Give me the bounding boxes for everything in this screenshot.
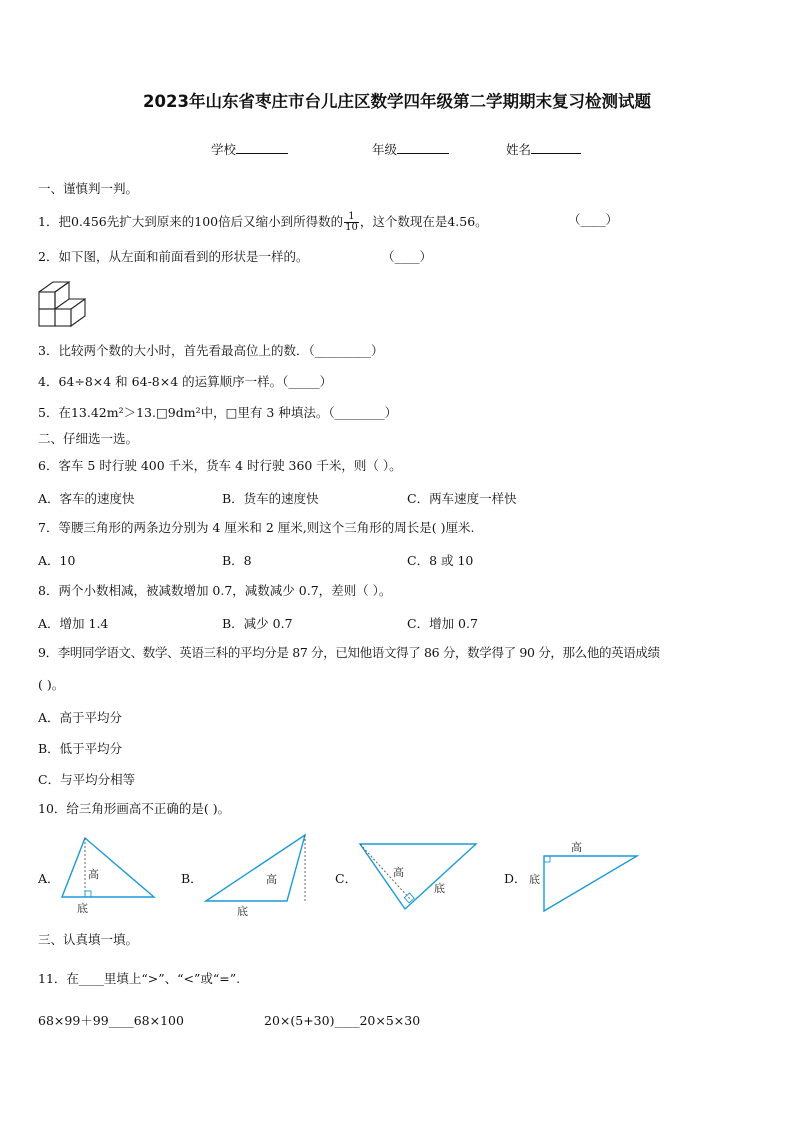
question-1: [38, 212, 488, 233]
question-5: 5．在13.42m²＞13.□9dm²中，□里有 3 种填法。（________）: [38, 405, 398, 420]
triangle-figure-d: [527, 838, 639, 914]
height-label-a: 高: [88, 868, 99, 881]
question-10-option-a[interactable]: A．: [38, 871, 60, 886]
triangle-figure-c: [358, 840, 478, 912]
question-11: 11．在____里填上“>”、“<”或“=”.: [38, 971, 241, 986]
triangle-figure-b: [204, 833, 308, 919]
right-angle-mark-d: [544, 856, 550, 862]
question-9-option-c[interactable]: C．与平均分相等: [38, 772, 136, 787]
question-1-text-b: ，这个数现在是4.56。: [359, 214, 488, 229]
cube-stack-figure: [38, 279, 90, 331]
question-6-option-a[interactable]: A．客车的速度快: [38, 491, 135, 506]
grade-blank[interactable]: [397, 141, 449, 154]
question-7-option-b[interactable]: B．8: [222, 553, 252, 568]
page-title: 2023年山东省枣庄市台儿庄区数学四年级第二学期期末复习检测试题: [143, 92, 651, 111]
question-4: 4．64÷8×4 和 64-8×4 的运算顺序一样。（_____）: [38, 374, 333, 389]
height-label-b: 高: [266, 873, 277, 886]
section-heading-1: 一、谨慎判一判。: [38, 181, 139, 196]
question-9: 9．李明同学语文、数学、英语三科的平均分是 87 分，已知他语文得了 86 分，数学得了 90 分，那么他的英语成绩: [38, 645, 660, 660]
right-angle-mark-a: [85, 891, 91, 897]
fraction-numerator: 1: [344, 212, 359, 223]
base-label-b: 底: [237, 905, 248, 918]
triangle-a-shape: [62, 838, 154, 897]
school-label: 学校: [211, 142, 237, 157]
question-9-answer[interactable]: ( )。: [38, 677, 65, 692]
height-label-d: 高: [571, 841, 582, 854]
question-3: 3．比较两个数的大小时，首先看最高位上的数．（_________）: [38, 343, 384, 358]
question-10-option-b[interactable]: B．: [181, 871, 203, 886]
triangle-d-shape: [544, 856, 637, 911]
question-10-option-c[interactable]: C．: [335, 871, 358, 886]
grade-field[interactable]: [372, 140, 449, 158]
base-label-d: 底: [529, 873, 540, 886]
height-label-c: 高: [393, 866, 404, 879]
question-8-option-b[interactable]: B．减少 0.7: [222, 616, 293, 631]
fraction: [344, 212, 359, 233]
question-8: 8．两个小数相减，被减数增加 0.7，减数减少 0.7，差则（ ）。: [38, 583, 392, 598]
base-label-c: 底: [434, 882, 445, 895]
question-2: 2．如下图，从左面和前面看到的形状是一样的。: [38, 249, 309, 264]
question-7-option-c[interactable]: C．8 或 10: [407, 553, 474, 568]
question-11-expression-2[interactable]: 20×(5+30)____20×5×30: [264, 1013, 421, 1028]
section-heading-3: 三、认真填一填。: [38, 932, 139, 947]
question-9-option-b[interactable]: B．低于平均分: [38, 741, 123, 756]
question-10: 10．给三角形画高不正确的是( )。: [38, 801, 231, 816]
question-2-answer[interactable]: （____）: [382, 249, 433, 264]
question-7-option-a[interactable]: A．10: [38, 553, 76, 568]
question-1-answer[interactable]: （____）: [568, 212, 619, 227]
question-8-option-a[interactable]: A．增加 1.4: [38, 616, 109, 631]
question-6-option-b[interactable]: B．货车的速度快: [222, 491, 319, 506]
triangle-figure-a: [60, 836, 156, 916]
triangle-c-shape: [360, 844, 476, 909]
question-7: 7．等腰三角形的两条边分别为 4 厘米和 2 厘米,则这个三角形的周长是( )厘米.: [38, 520, 475, 535]
question-8-option-c[interactable]: C．增加 0.7: [407, 616, 478, 631]
question-1-text-a: 1．把0.456先扩大到原来的100倍后又缩小到所得数的: [38, 214, 344, 229]
fraction-denominator: 10: [345, 222, 358, 233]
name-blank[interactable]: [531, 141, 581, 154]
name-field[interactable]: [506, 140, 581, 158]
question-6-option-c[interactable]: C．两车速度一样快: [407, 491, 517, 506]
question-9-option-a[interactable]: A．高于平均分: [38, 710, 123, 725]
school-field[interactable]: [211, 140, 288, 158]
base-label-a: 底: [77, 902, 88, 915]
question-11-expression-1[interactable]: 68×99＋99____68×100: [38, 1013, 184, 1028]
question-10-option-d[interactable]: D．: [504, 871, 527, 886]
triangle-b-shape: [206, 835, 305, 901]
name-label: 姓名: [506, 142, 532, 157]
section-heading-2: 二、仔细选一选。: [38, 431, 139, 446]
grade-label: 年级: [372, 142, 398, 157]
school-blank[interactable]: [236, 141, 288, 154]
question-6: 6．客车 5 时行驶 400 千米，货车 4 时行驶 360 千米，则（ ）。: [38, 458, 402, 473]
